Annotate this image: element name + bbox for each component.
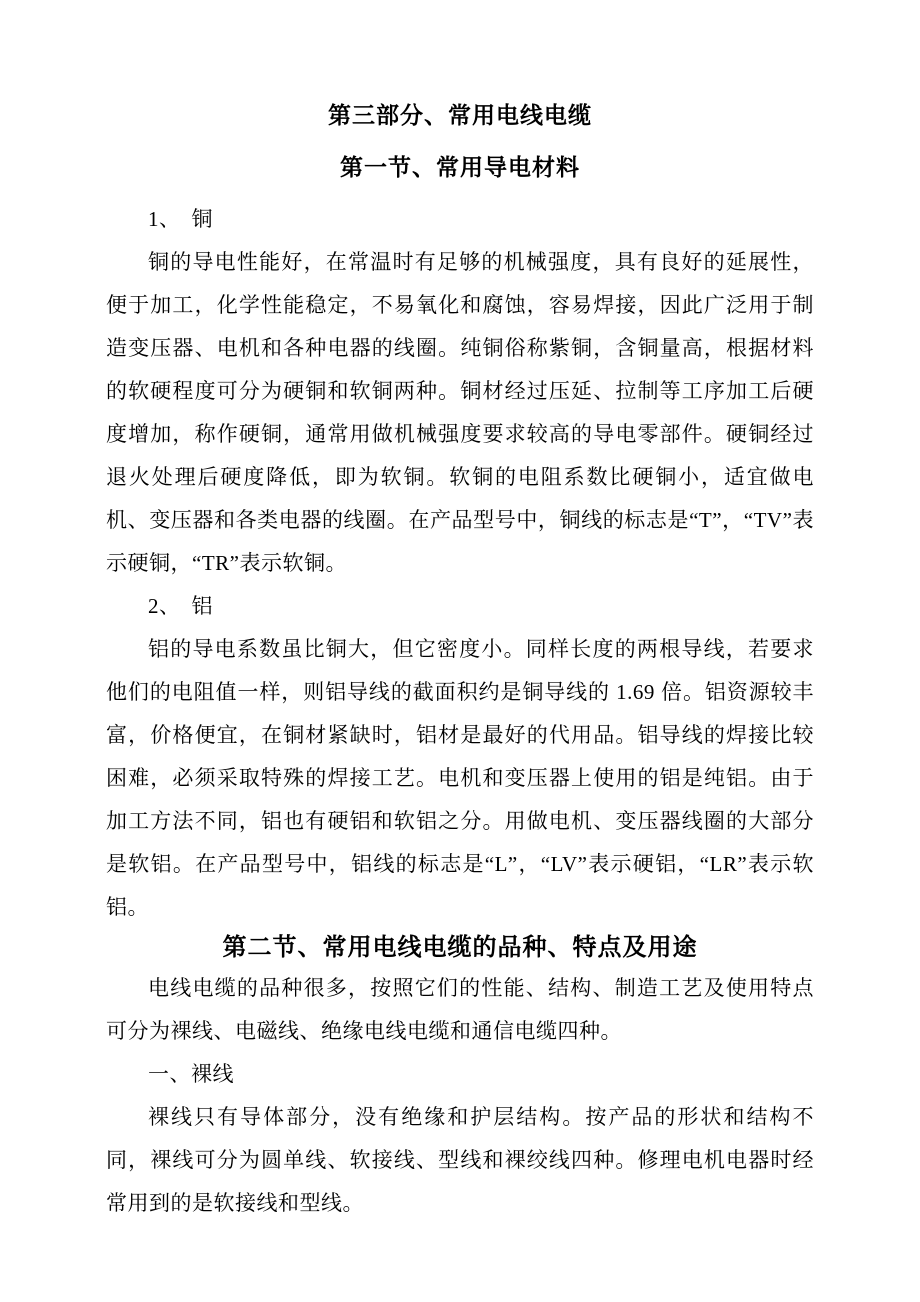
bare-wire-paragraph: 裸线只有导体部分，没有绝缘和护层结构。按产品的形状和结构不同，裸线可分为圆单线、软接线、型线和裸绞线四种。修理电机电器时经常用到的是软接线和型线。 — [106, 1105, 814, 1215]
item1-label-copper: 1、 铜 — [148, 207, 213, 231]
section1-heading: 第一节、常用导电材料 — [340, 154, 580, 180]
section2-intro-paragraph: 电线电缆的品种很多，按照它们的性能、结构、制造工艺及使用特点可分为裸线、电磁线、绝缘电线电缆和通信电缆四种。 — [106, 976, 814, 1043]
section2-heading: 第二节、常用电线电缆的品种、特点及用途 — [222, 934, 698, 961]
item2-label-aluminum: 2、 铝 — [148, 594, 213, 618]
aluminum-paragraph: 铝的导电系数虽比铜大，但它密度小。同样长度的两根导线，若要求他们的电阻值一样，则铝导线的截面积约是铜导线的 1.69 倍。铝资源较丰富，价格便宜，在铜材紧缺时，铝材是最好的代用品。铝导线的焊接比较困难，必须采取特殊的焊接工艺。电机和变压器上使用的铝是纯铝。由于加工方法不同，铝也有硬铝和软铝之分。用做电机、变压器线圈的大部分是软铝。在产品型号中，铝线的标志是“L”，“LV”表示硬铝，“LR”表示软铝。 — [106, 637, 814, 919]
copper-paragraph: 铜的导电性能好，在常温时有足够的机械强度，具有良好的延展性，便于加工，化学性能稳定，不易氧化和腐蚀，容易焊接，因此广泛用于制造变压器、电机和各种电器的线圈。纯铜俗称紫铜，含铜量高，根据材料的软硬程度可分为硬铜和软铜两种。铜材经过压延、拉制等工序加工后硬度增加，称作硬铜，通常用做机械强度要求较高的导电零部件。硬铜经过退火处理后硬度降低，即为软铜。软铜的电阻系数比硬铜小，适宜做电机、变压器和各类电器的线圈。在产品型号中，铜线的标志是“T”，“TV”表示硬铜，“TR”表示软铜。 — [106, 250, 814, 575]
part-title: 第三部分、常用电线电缆 — [328, 102, 592, 128]
subitem1-label-bare-wire: 一、裸线 — [148, 1062, 234, 1086]
